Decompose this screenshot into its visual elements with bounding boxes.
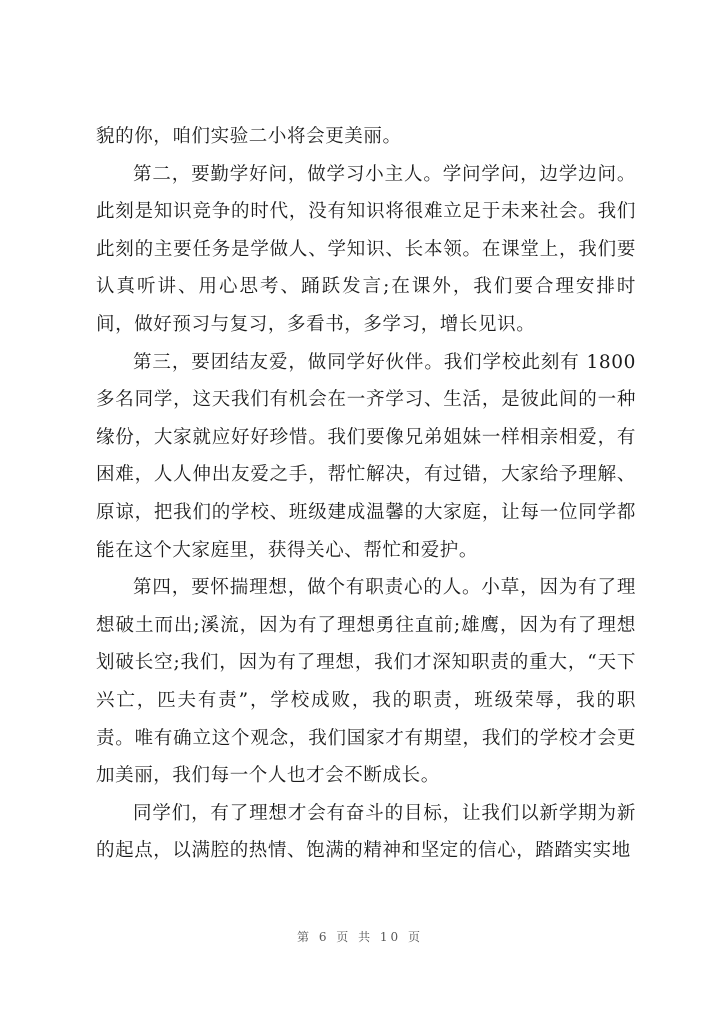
page-footer: 第 6 页 共 10 页 xyxy=(297,930,423,944)
paragraph-second-point: 第二，要勤学好问，做学习小主人。学问学问，边学边问。此刻是知识竞争的时代，没有知识将很难立足于未来社会。我们此刻的主要任务是学做人、学知识、长本领。在课堂上，我们要认真听讲、用心思考、踊跃发言;在课外，我们要合理安排时间，做好预习与复习，多看书，多学习，增长见识。 xyxy=(96,163,636,335)
paragraph-closing: 同学们，有了理想才会有奋斗的目标，让我们以新学期为新的起点，以满腔的热情、饱满的精神和坚定的信心，踏踏实实地 xyxy=(96,802,636,862)
paragraph-third-point: 第三，要团结友爱，做同学好伙伴。我们学校此刻有 1800 多名同学，这天我们有机会在一齐学习、生活，是彼此间的一种缘份，大家就应好好珍惜。我们要像兄弟姐妹一样相亲相爱，有困难，人人伸出友爱之手，帮忙解决，有过错，大家给予理解、原谅，把我们的学校、班级建成温馨的大家庭，让每一位同学都能在这个大家庭里，获得关心、帮忙和爱护。 xyxy=(96,351,636,561)
paragraph-continuation: 貌的你，咱们实验二小将会更美丽。 xyxy=(96,126,402,147)
document-body xyxy=(96,118,636,870)
paragraph-fourth-point: 第四，要怀揣理想，做个有职责心的人。小草，因为有了理想破土而出;溪流，因为有了理想勇往直前;雄鹰，因为有了理想划破长空;我们，因为有了理想，我们才深知职责的重大，“天下兴亡，匹夫有责”，学校成败，我的职责，班级荣辱，我的职责。唯有确立这个观念，我们国家才有期望，我们的学校才会更加美丽，我们每一个人也才会不断成长。 xyxy=(96,577,636,787)
